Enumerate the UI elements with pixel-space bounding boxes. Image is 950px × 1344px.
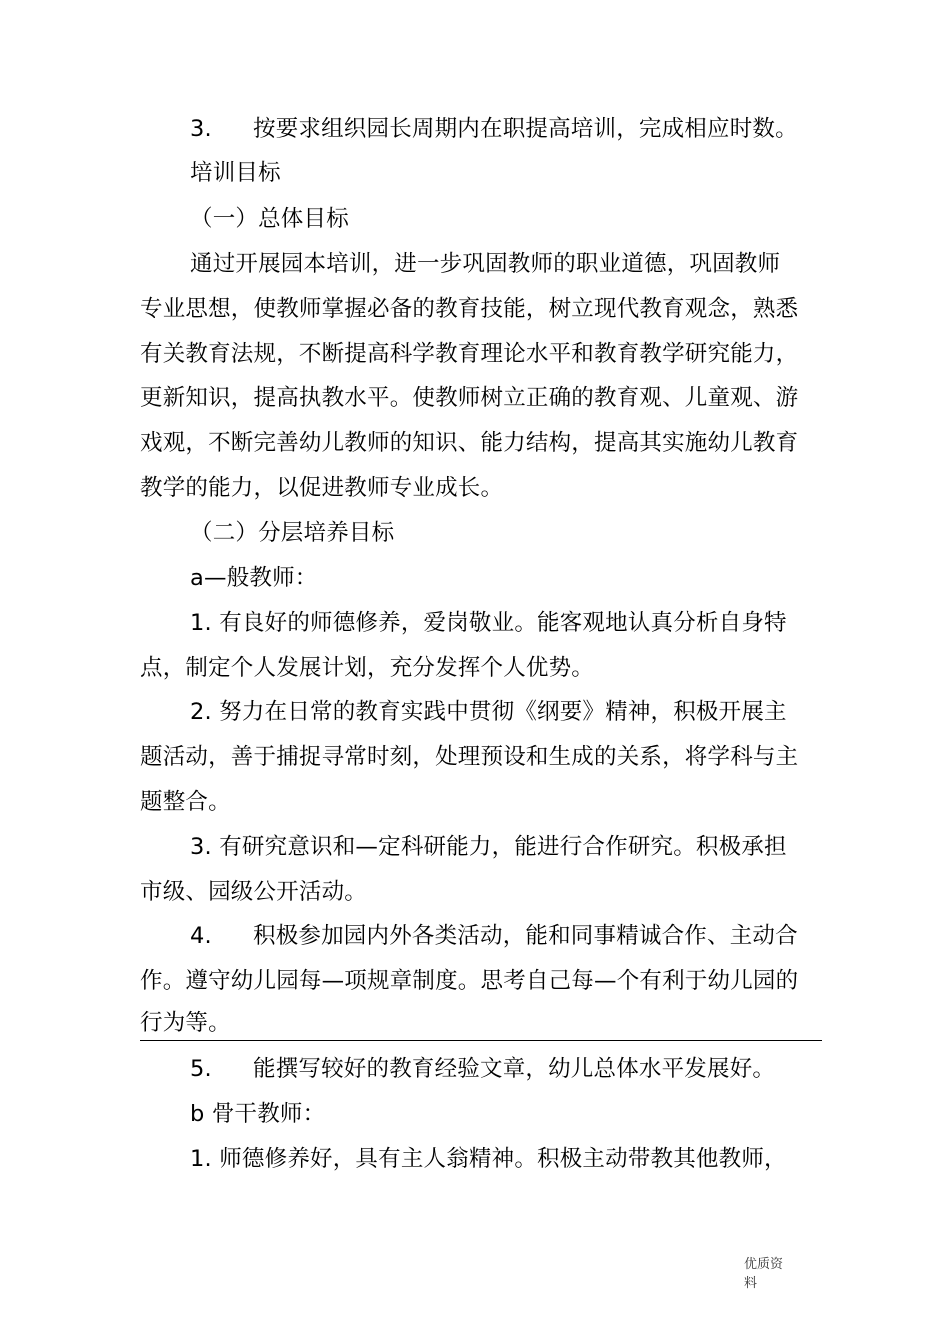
footer-label: 优质资料 <box>744 1257 784 1291</box>
list-item-5 <box>190 1054 830 1084</box>
paragraph-line: 行为等。 <box>140 1010 231 1036</box>
paragraph-line: 通过开展园本培训，进一步巩固教师的职业道德，巩固教师 <box>190 251 781 277</box>
paragraph-line: 1. 有良好的师德修养，爱岗敬业。能客观地认真分析自身特 <box>190 610 787 636</box>
paragraph-line: 题活动，善于捕捉寻常时刻，处理预设和生成的关系，将学科与主 <box>140 744 799 770</box>
list-number: 4. <box>190 923 212 949</box>
paragraph-line: 有关教育法规，不断提高科学教育理论水平和教育教学研究能力， <box>140 341 799 367</box>
subheading-backbone-teacher: b 骨干教师： <box>190 1101 326 1127</box>
horizontal-rule <box>140 1040 822 1041</box>
list-text: 按要求组织园长周期内在职提高培训，完成相应时数。 <box>253 116 798 142</box>
paragraph-line: 专业思想，使教师掌握必备的教育技能，树立现代教育观念，熟悉 <box>140 296 799 322</box>
paragraph-line: 教学的能力，以促进教师专业成长。 <box>140 475 504 501</box>
heading-tiered-goal: （二）分层培养目标 <box>190 520 395 546</box>
list-number: 5. <box>190 1056 212 1082</box>
paragraph-line: 3. 有研究意识和—定科研能力，能进行合作研究。积极承担 <box>190 834 787 860</box>
paragraph-line: 作。遵守幼儿园每—项规章制度。思考自己每—个有利于幼儿园的 <box>140 968 799 994</box>
paragraph-line: 点，制定个人发展计划，充分发挥个人优势。 <box>140 655 595 681</box>
list-text: 能撰写较好的教育经验文章，幼儿总体水平发展好。 <box>253 1056 776 1082</box>
paragraph-line: 戏观，不断完善幼儿教师的知识、能力结构，提高其实施幼儿教育 <box>140 430 799 456</box>
subheading-general-teacher: a—般教师： <box>190 565 318 591</box>
paragraph-line: 2. 努力在日常的教育实践中贯彻《纲要》精神，积极开展主 <box>190 699 787 725</box>
heading-overall-goal: （一）总体目标 <box>190 206 349 232</box>
heading-training-goals: 培训目标 <box>190 160 281 186</box>
list-item-3 <box>190 114 830 144</box>
paragraph-line: 题整合。 <box>140 789 231 815</box>
paragraph-line: 市级、园级公开活动。 <box>140 879 368 905</box>
paragraph-line: 更新知识，提高执教水平。使教师树立正确的教育观、儿童观、游 <box>140 385 799 411</box>
list-text: 积极参加园内外各类活动，能和同事精诚合作、主动合 <box>253 923 798 949</box>
list-item-4 <box>190 921 830 951</box>
paragraph-line: 1. 师德修养好，具有主人翁精神。积极主动带教其他教师， <box>190 1146 787 1172</box>
list-number: 3. <box>190 116 212 142</box>
